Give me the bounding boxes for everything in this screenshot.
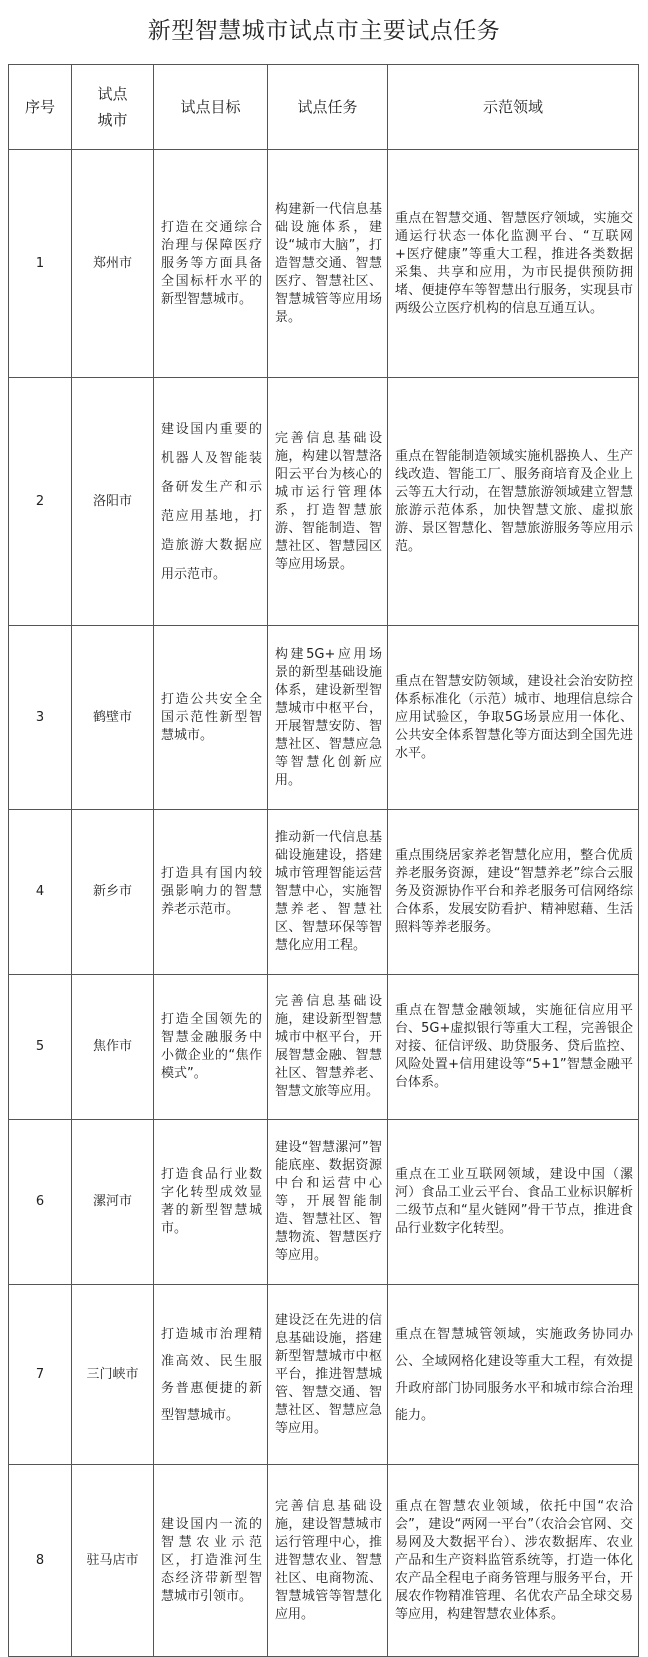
row-city: 焦作市 xyxy=(72,975,154,1120)
table-row xyxy=(9,1465,639,1657)
row-goal: 打造城市治理精准高效、民生服务普惠便捷的新型智慧城市。 xyxy=(154,1285,268,1465)
header-goal: 试点目标 xyxy=(154,65,268,150)
pilot-task-table xyxy=(8,64,639,1657)
row-city: 洛阳市 xyxy=(72,378,154,626)
row-field: 重点在智慧农业领域，依托中国“农洽会”，建设“两网一平台”（农洽会官网、交易网及大数据平台）、涉农数据库、农业产品和生产资料监管系统等，打造一体化农产品全程电子商务管理与服务平台，开展农作物精准管理、名优农产品全球交易等应用，构建智慧农业体系。 xyxy=(388,1465,639,1657)
header-city xyxy=(72,65,154,150)
row-goal: 建设国内一流的智慧农业示范区，打造淮河生态经济带新型智慧城市引领市。 xyxy=(154,1465,268,1657)
row-city: 驻马店市 xyxy=(72,1465,154,1657)
row-index: 4 xyxy=(9,810,72,975)
row-goal: 打造全国领先的智慧金融服务中小微企业的“焦作模式”。 xyxy=(154,975,268,1120)
header-task: 试点任务 xyxy=(268,65,388,150)
table-row xyxy=(9,150,639,378)
row-field: 重点在智慧金融领域，实施征信应用平台、5G+虚拟银行等重大工程，完善银企对接、征信评级、助贷服务、贷后监控、风险处置+信用建设等“5+1”智慧金融平台体系。 xyxy=(388,975,639,1120)
page-title: 新型智慧城市试点市主要试点任务 xyxy=(147,18,501,44)
row-index: 1 xyxy=(9,150,72,378)
table-row xyxy=(9,1285,639,1465)
row-city: 新乡市 xyxy=(72,810,154,975)
row-task: 完善信息基础设施，建设新型智慧城市中枢平台，开展智慧金融、智慧社区、智慧养老、智慧文旅等应用。 xyxy=(268,975,388,1120)
header-city-text: 试点城市 xyxy=(97,85,128,129)
table-row xyxy=(9,810,639,975)
row-city: 郑州市 xyxy=(72,150,154,378)
table-row xyxy=(9,378,639,626)
row-index: 6 xyxy=(9,1120,72,1285)
row-index: 3 xyxy=(9,626,72,810)
row-field: 重点在智慧交通、智慧医疗领域，实施交通运行状态一体化监测平台、“互联网+医疗健康”等重大工程，推进各类数据采集、共享和应用，为市民提供预防拥堵、便捷停车等智慧出行服务，实现县市两级公立医疗机构的信息互通互认。 xyxy=(388,150,639,378)
row-goal: 打造食品行业数字化转型成效显著的新型智慧城市。 xyxy=(154,1120,268,1285)
row-city: 三门峡市 xyxy=(72,1285,154,1465)
row-city: 漯河市 xyxy=(72,1120,154,1285)
row-field: 重点在工业互联网领域，建设中国（漯河）食品工业云平台、食品工业标识解析二级节点和“星火链网”骨干节点，推进食品行业数字化转型。 xyxy=(388,1120,639,1285)
row-task: 构建新一代信息基础设施体系，建设“城市大脑”，打造智慧交通、智慧医疗、智慧社区、智慧城管等应用场景。 xyxy=(268,150,388,378)
row-goal: 打造公共安全全国示范性新型智慧城市。 xyxy=(154,626,268,810)
row-index: 8 xyxy=(9,1465,72,1657)
row-field: 重点在智能制造领域实施机器换人、生产线改造、智能工厂、服务商培育及企业上云等五大行动，在智慧旅游领域建立智慧旅游示范体系，加快智慧文旅、虚拟旅游、景区智慧化、智慧旅游服务等应用示范。 xyxy=(388,378,639,626)
row-task: 建设“智慧漯河”智能底座、数据资源中台和运营中心等，开展智能制造、智慧社区、智慧物流、智慧医疗等应用。 xyxy=(268,1120,388,1285)
header-index: 序号 xyxy=(9,65,72,150)
row-goal: 打造在交通综合治理与保障医疗服务等方面具备全国标杆水平的新型智慧城市。 xyxy=(154,150,268,378)
row-task: 建设泛在先进的信息基础设施，搭建新型智慧城市中枢平台，推进智慧城管、智慧交通、智慧社区、智慧应急等应用。 xyxy=(268,1285,388,1465)
row-field: 重点围绕居家养老智慧化应用，整合优质养老服务资源，建设“智慧养老”综合云服务及资源协作平台和养老服务可信网络综合体系，发展安防看护、精神慰藉、生活照料等养老服务。 xyxy=(388,810,639,975)
row-index: 5 xyxy=(9,975,72,1120)
row-task: 完善信息基础设施，构建以智慧洛阳云平台为核心的城市运行管理体系，打造智慧旅游、智能制造、智慧社区、智慧园区等应用场景。 xyxy=(268,378,388,626)
row-index: 7 xyxy=(9,1285,72,1465)
row-index: 2 xyxy=(9,378,72,626)
row-task: 完善信息基础设施，建设智慧城市运行管理中心，推进智慧农业、智慧社区、电商物流、智慧城管等智慧化应用。 xyxy=(268,1465,388,1657)
table-row xyxy=(9,626,639,810)
row-goal: 打造具有国内较强影响力的智慧养老示范市。 xyxy=(154,810,268,975)
row-field: 重点在智慧城管领域，实施政务协同办公、全域网格化建设等重大工程，有效提升政府部门协同服务水平和城市综合治理能力。 xyxy=(388,1285,639,1465)
table-row xyxy=(9,975,639,1120)
header-field: 示范领域 xyxy=(388,65,639,150)
row-city: 鹤壁市 xyxy=(72,626,154,810)
row-task: 推动新一代信息基础设施建设，搭建城市管理智能运营智慧中心，实施智慧养老、智慧社区、智慧环保等智慧化应用工程。 xyxy=(268,810,388,975)
row-goal: 建设国内重要的机器人及智能装备研发生产和示范应用基地，打造旅游大数据应用示范市。 xyxy=(154,378,268,626)
row-task: 构建5G+应用场景的新型基础设施体系，建设新型智慧城市中枢平台，开展智慧安防、智慧社区、智慧应急等智慧化创新应用。 xyxy=(268,626,388,810)
table-row xyxy=(9,1120,639,1285)
table-header-row xyxy=(9,65,639,150)
row-field: 重点在智慧安防领域，建设社会治安防控体系标准化（示范）城市、地理信息综合应用试验区，争取5G场景应用一体化、公共安全体系智慧化等方面达到全国先进水平。 xyxy=(388,626,639,810)
